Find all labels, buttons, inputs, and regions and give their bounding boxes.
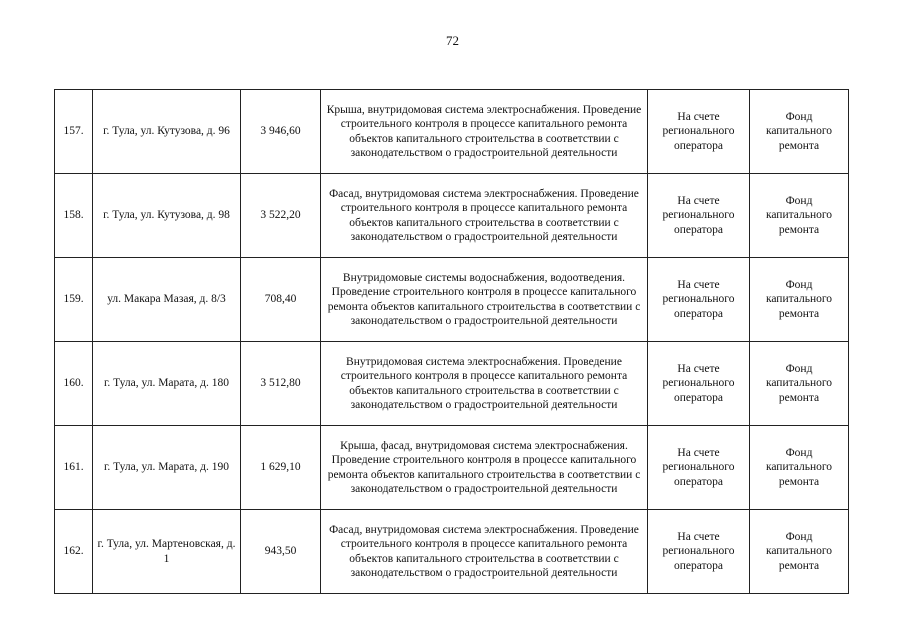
table-row — [55, 258, 849, 342]
row-number: 162. — [55, 510, 93, 594]
fund-cell: Фонд капитального ремонта — [750, 258, 849, 342]
works-cell: Фасад, внутридомовая система электроснабжения. Проведение строительного контроля в процессе капитального ремонта объектов капитального строительства в соответствии с законодательством о градостроительной деятельности — [321, 510, 648, 594]
address-cell: г. Тула, ул. Марата, д. 190 — [93, 426, 241, 510]
row-number: 160. — [55, 342, 93, 426]
fund-cell: Фонд капитального ремонта — [750, 510, 849, 594]
works-cell: Крыша, внутридомовая система электроснабжения. Проведение строительного контроля в процессе капитального ремонта объектов капитального строительства в соответствии с законодательством о градостроительной деятельности — [321, 90, 648, 174]
area-cell: 3 946,60 — [241, 90, 321, 174]
works-cell: Фасад, внутридомовая система электроснабжения. Проведение строительного контроля в процессе капитального ремонта объектов капитального строительства в соответствии с законодательством о градостроительной деятельности — [321, 174, 648, 258]
area-cell: 708,40 — [241, 258, 321, 342]
account-cell: На счете регионального оператора — [648, 426, 750, 510]
account-cell: На счете регионального оператора — [648, 258, 750, 342]
address-cell: г. Тула, ул. Кутузова, д. 96 — [93, 90, 241, 174]
area-cell: 3 522,20 — [241, 174, 321, 258]
row-number: 161. — [55, 426, 93, 510]
page-number: 72 — [446, 33, 459, 48]
address-cell: г. Тула, ул. Мартеновская, д. 1 — [93, 510, 241, 594]
address-cell: ул. Макара Мазая, д. 8/3 — [93, 258, 241, 342]
address-cell: г. Тула, ул. Кутузова, д. 98 — [93, 174, 241, 258]
fund-cell: Фонд капитального ремонта — [750, 174, 849, 258]
works-cell: Внутридомовые системы водоснабжения, водоотведения. Проведение строительного контроля в процессе капитального ремонта объектов капитального строительства в соответствии с законодательством о градостроительной деятельности — [321, 258, 648, 342]
account-cell: На счете регионального оператора — [648, 174, 750, 258]
fund-cell: Фонд капитального ремонта — [750, 342, 849, 426]
row-number: 157. — [55, 90, 93, 174]
works-cell: Внутридомовая система электроснабжения. Проведение строительного контроля в процессе капитального ремонта объектов капитального строительства в соответствии с законодательством о градостроительной деятельности — [321, 342, 648, 426]
account-cell: На счете регионального оператора — [648, 90, 750, 174]
table-row — [55, 510, 849, 594]
table-row — [55, 342, 849, 426]
area-cell: 943,50 — [241, 510, 321, 594]
works-cell: Крыша, фасад, внутридомовая система электроснабжения. Проведение строительного контроля в процессе капитального ремонта объектов капитального строительства в соответствии с законодательством о градостроительной деятельности — [321, 426, 648, 510]
fund-cell: Фонд капитального ремонта — [750, 90, 849, 174]
account-cell: На счете регионального оператора — [648, 342, 750, 426]
account-cell: На счете регионального оператора — [648, 510, 750, 594]
table-row — [55, 174, 849, 258]
row-number: 158. — [55, 174, 93, 258]
area-cell: 3 512,80 — [241, 342, 321, 426]
capital-repair-table — [54, 89, 849, 594]
row-number: 159. — [55, 258, 93, 342]
table-row — [55, 426, 849, 510]
table-row — [55, 90, 849, 174]
area-cell: 1 629,10 — [241, 426, 321, 510]
address-cell: г. Тула, ул. Марата, д. 180 — [93, 342, 241, 426]
fund-cell: Фонд капитального ремонта — [750, 426, 849, 510]
